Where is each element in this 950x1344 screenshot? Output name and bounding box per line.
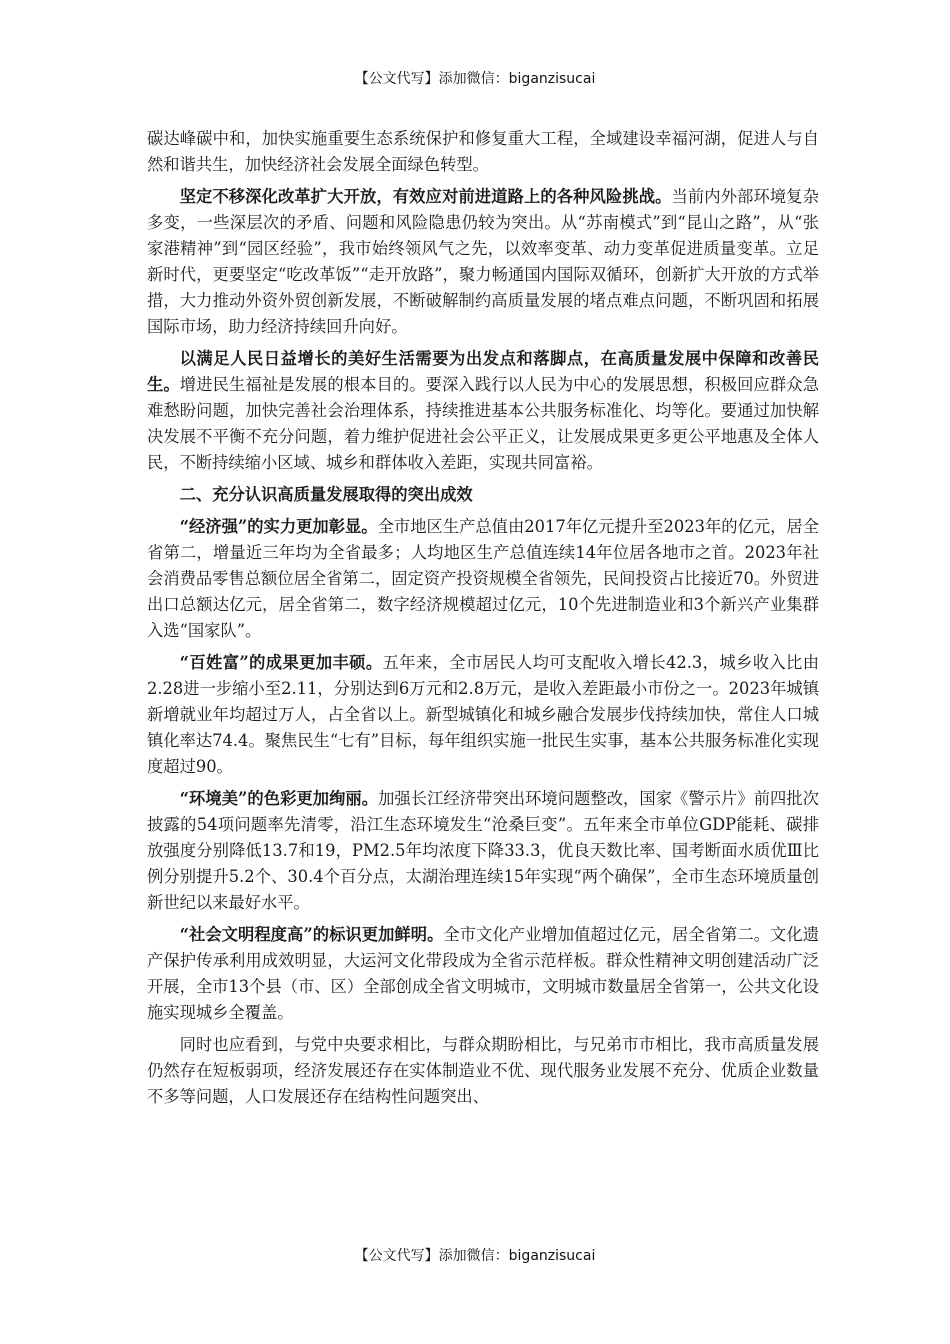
page-header: 【公文代写】添加微信：biganzisucai [354, 71, 596, 87]
paragraph-lead: “环境美”的色彩更加绚丽。 [179, 789, 379, 808]
paragraph-text: 全市地区生产总值由2017年亿元提升至2023年的亿元，居全省第二，增量近三年均为全省最多；人均地区生产总值连续14年位居各地市之首。2023年社会消费品零售总额位居全省第二，固定资产投资规模全省领先，民间投资占比接近70。外贸进出口总额达亿元，居全省第二，数字经济规模超过亿元，10个先进制造业和3个新兴产业集群入选“国家队”。 [147, 517, 819, 640]
paragraph-5 [147, 786, 819, 916]
document-body [147, 126, 819, 1116]
paragraph-1 [147, 184, 819, 340]
paragraph-text: 加强长江经济带突出环境问题整改，国家《警示片》前四批次披露的54项问题率先清零，沿江生态环境发生“沧桑巨变”。五年来全市单位GDP能耗、碳排放强度分别降低13.7和19，PM2.5年均浓度下降33.3，优良天数比率、国考断面水质优Ⅲ比例分别提升5.2个、30.4个百分点，太湖治理连续15年实现“两个确保”，全市生态环境质量创新世纪以来最好水平。 [147, 789, 819, 912]
paragraph-4 [147, 650, 819, 780]
paragraph-lead: “百姓富”的成果更加丰硕。 [179, 653, 383, 672]
paragraph-lead: 坚定不移深化改革扩大开放，有效应对前进道路上的各种风险挑战。 [179, 187, 672, 206]
paragraph-2 [147, 346, 819, 476]
paragraph-text: 当前内外部环境复杂多变，一些深层次的矛盾、问题和风险隐患仍较为突出。从“苏南模式”到“昆山之路”，从“张家港精神”到“园区经验”，我市始终领风气之先，以效率变革、动力变革促进质量变革。立足新时代，更要坚定“吃改革饭”“走开放路”，聚力畅通国内国际双循环，创新扩大开放的方式举措，大力推动外资外贸创新发展，不断破解制约高质量发展的堵点难点问题，不断巩固和拓展国际市场，助力经济持续回升向好。 [147, 187, 819, 336]
paragraph-3 [147, 514, 819, 644]
paragraph-lead: 以满足人民日益增长的美好生活需要为出发点和落脚点，在高质量发展中保障和改善民生。 [147, 349, 819, 394]
paragraph-text: 全市文化产业增加值超过亿元，居全省第二。文化遗产保护传承利用成效明显，大运河文化带段成为全省示范样板。群众性精神文明创建活动广泛开展，全市13个县（市、区）全部创成全省文明城市，文明城市数量居全省第一，公共文化设施实现城乡全覆盖。 [147, 925, 819, 1022]
section-heading: 二、充分认识高质量发展取得的突出成效 [179, 485, 473, 504]
paragraph-text: 碳达峰碳中和，加快实施重要生态系统保护和修复重大工程，全域建设幸福河湖，促进人与自然和谐共生，加快经济社会发展全面绿色转型。 [147, 129, 819, 174]
paragraph-7 [147, 1032, 819, 1110]
paragraph-lead: “经济强”的实力更加彰显。 [179, 517, 378, 536]
paragraph-6 [147, 922, 819, 1026]
paragraph-lead: “社会文明程度高”的标识更加鲜明。 [179, 925, 444, 944]
paragraph-text: 同时也应看到，与党中央要求相比，与群众期盼相比，与兄弟市市相比，我市高质量发展仍然存在短板弱项，经济发展还存在实体制造业不优、现代服务业发展不充分、优质企业数量不多等问题，人口发展还存在结构性问题突出、 [147, 1035, 819, 1106]
page-footer: 【公文代写】添加微信：biganzisucai [354, 1248, 596, 1264]
paragraph-0 [147, 126, 819, 178]
paragraph-text: 五年来，全市居民人均可支配收入增长42.3，城乡收入比由2.28进一步缩小至2.11，分别达到6万元和2.8万元，是收入差距最小市份之一。2023年城镇新增就业年均超过万人，占全省以上。新型城镇化和城乡融合发展步伐持续加快，常住人口城镇化率达74.4。聚焦民生“七有”目标，每年组织实施一批民生实事，基本公共服务标准化实现度超过90。 [147, 653, 819, 776]
paragraph-text: 增进民生福祉是发展的根本目的。要深入践行以人民为中心的发展思想，积极回应群众急难愁盼问题，加快完善社会治理体系，持续推进基本公共服务标准化、均等化。要通过加快解决发展不平衡不充分问题，着力维护促进社会公平正义，让发展成果更多更公平地惠及全体人民，不断持续缩小区域、城乡和群体收入差距，实现共同富裕。 [147, 375, 819, 472]
